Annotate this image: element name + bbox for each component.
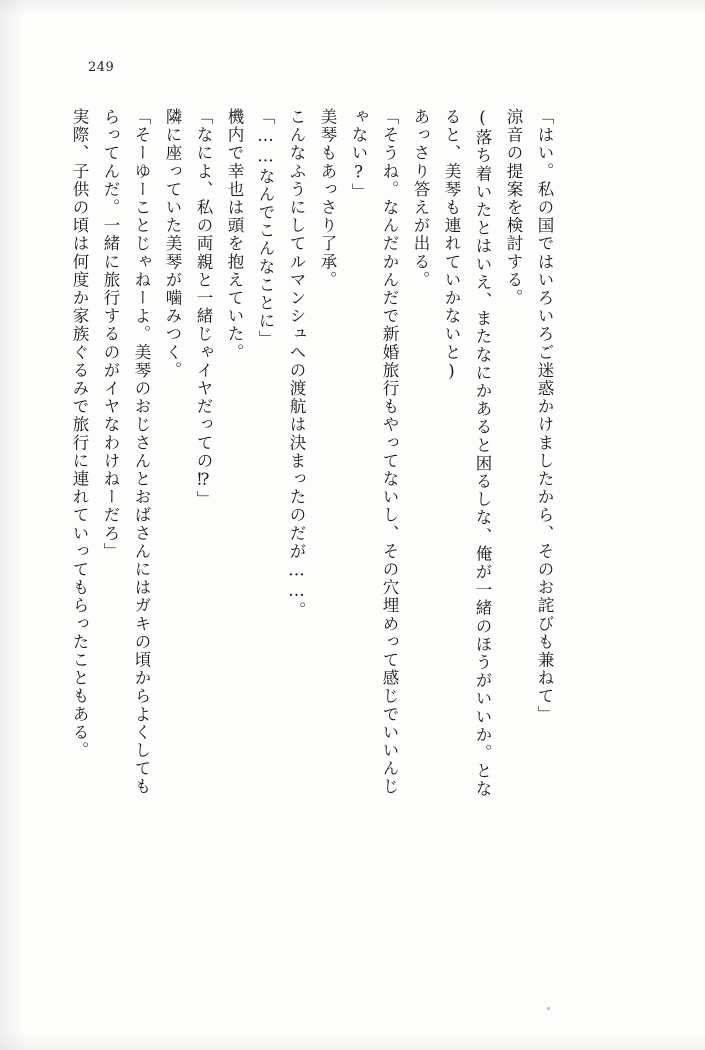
text-column: 機内で幸也は頭を抱えていた。	[225, 108, 244, 362]
text-column: 「……なんでこんなことに」	[256, 108, 275, 349]
text-column: あっさり答えが出る。	[411, 108, 430, 289]
text-column: 「そーゆーことじゃねーよ。美琴のおじさんとおばさんにはガキの頃からよくしても	[132, 108, 151, 796]
vertical-text-block	[56, 108, 619, 938]
text-column: 「はい。私の国ではいろいろご迷惑かけましたから、そのお詫びも兼ねて」	[535, 108, 554, 724]
text-column: 涼音の提案を検討する。	[504, 108, 523, 308]
text-column: らってんだ。一緒に旅行するのがイヤなわけねーだろ」	[101, 108, 120, 561]
page-edge-shading-top	[0, 0, 705, 18]
page-speck	[547, 1007, 550, 1010]
text-column: 美琴もあっさり了承。	[318, 108, 337, 289]
text-column: 隣に座っていた美琴が噛みつく。	[163, 108, 182, 380]
page-edge-shading-left	[0, 0, 26, 1050]
text-column: 実際、子供の頃は何度か家族ぐるみで旅行に連れていってもらったこともある。	[70, 108, 89, 760]
page-edge-shading-bottom	[0, 1030, 705, 1050]
text-column: 「そうね。なんだかんだで新婚旅行もやってないし、その穴埋めって感じでいいんじ	[380, 108, 399, 796]
text-column: 「なによ、私の両親と一緒じゃイヤだっての⁉」	[194, 108, 213, 509]
page-number: 249	[88, 60, 115, 75]
text-column: こんなふうにしてルマンシュへの渡航は決まったのだが……。	[287, 108, 306, 620]
text-column: ると、美琴も連れていかないと)	[442, 108, 461, 382]
text-column: ゃない?」	[349, 108, 368, 201]
text-column: (落ち着いたとはいえ、またなにかあると困るしな、俺が一緒のほうがいいか。とな	[473, 108, 492, 799]
